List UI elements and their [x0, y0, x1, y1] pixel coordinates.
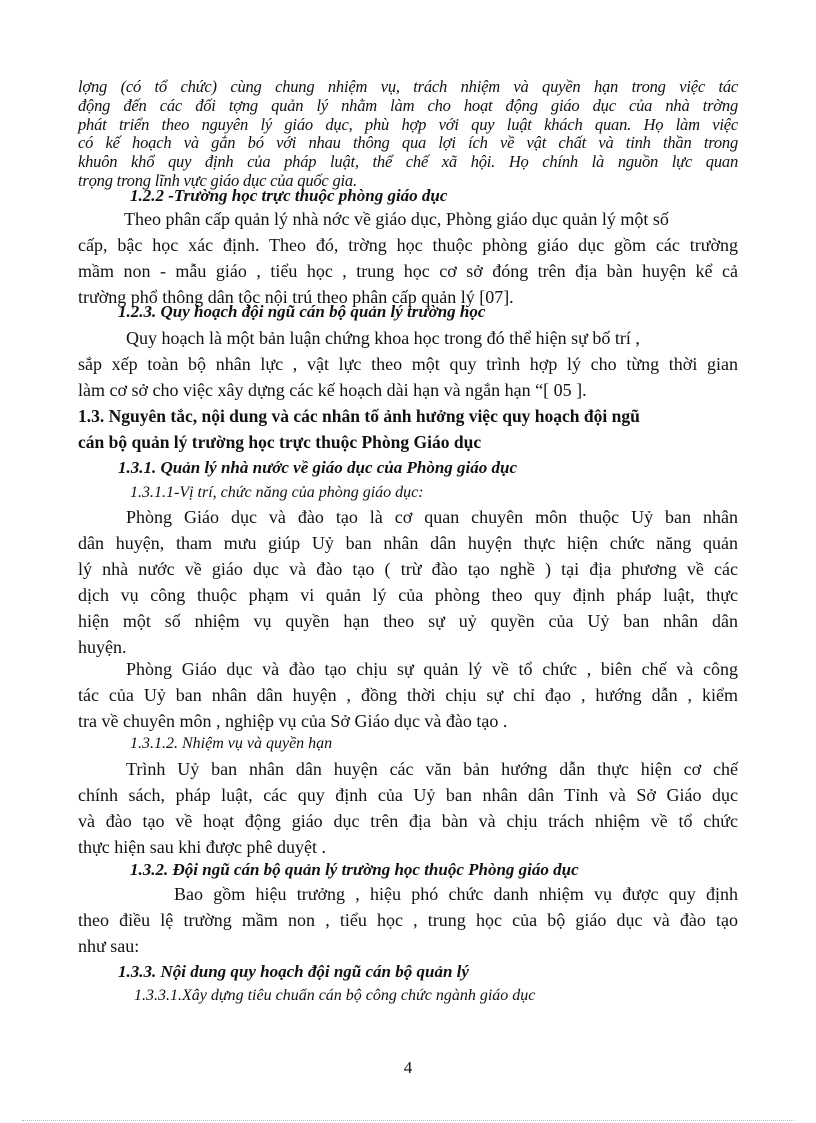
heading-1-3-1-2: 1.3.1.2. Nhiệm vụ và quyền hạn	[130, 735, 333, 752]
section-number: 1.3.	[78, 406, 105, 426]
paragraph-1-3-2	[78, 881, 738, 959]
text-line: Phòng Giáo dục và đào tạo chịu sự quản lý về tổ chức , biên chế và công	[126, 659, 738, 679]
page-number: 4	[403, 1058, 413, 1077]
paragraph-1-3-1-2	[78, 756, 738, 860]
paragraph-1-3-1-1-b	[78, 656, 738, 734]
paragraph-1-2-3	[78, 325, 738, 403]
text-line: thực hiện sau khi được phê duyệt .	[78, 837, 326, 857]
paragraph-1-2-2	[78, 206, 738, 310]
intro-line: động đến các đối tợng quản lý nhằm làm cho hoạt động giáo dục của nhà trờng	[78, 95, 738, 115]
text-line: dịch vụ công thuộc phạm vi quản lý của phòng theo quy định pháp luật, thực	[78, 585, 738, 605]
intro-line: có kế hoạch và gắn bó với nhau thông qua lợi ích về vật chất và tinh thần trong	[78, 133, 738, 153]
text-line: Phòng Giáo dục và đào tạo là cơ quan chuyên môn thuộc Uỷ ban nhân	[126, 507, 738, 527]
text-line: huyện.	[78, 637, 127, 657]
text-line: lý nhà nước về giáo dục và đào tạo ( trừ đào tạo nghề ) tại địa phương về các	[78, 559, 738, 579]
text-line: sắp xếp toàn bộ nhân lực , vật lực theo một quy trình hợp lý cho từng thời gian	[78, 354, 738, 374]
text-line: dân huyện, tham mưu giúp Uỷ ban nhân dân huyện thực hiện chức năng quản	[78, 533, 738, 553]
intro-paragraph	[78, 78, 738, 191]
heading-line	[78, 403, 738, 429]
intro-line: trọng trong lĩnh vực giáo dục của quốc gia.	[78, 170, 357, 190]
heading-line: cán bộ quản lý trường học trực thuộc Phòng Giáo dục	[78, 432, 482, 452]
text-line: Theo phân cấp quản lý nhà nớc về giáo dục, Phòng giáo dục quản lý một số	[124, 209, 669, 229]
text-line: hiện một số nhiệm vụ quyền hạn theo sự uỷ quyền của Uỷ ban nhân dân	[78, 611, 738, 631]
intro-line: phát triển theo nguyên lý giáo dục, phù hợp với quy luật khách quan. Họ làm việc	[78, 114, 738, 134]
text-line: cấp, bậc học xác định. Theo đó, trờng học thuộc phòng giáo dục gồm các trường	[78, 235, 738, 255]
text-line: và đào tạo về hoạt động giáo dục trên địa bàn và chịu trách nhiệm về tổ chức	[78, 811, 738, 831]
text-line: Quy hoạch là một bản luận chứng khoa học trong đó thể hiện sự bố trí ,	[126, 328, 640, 348]
heading-text: Nguyên tắc, nội dung và các nhân tố ảnh hưởng việc quy hoạch đội ngũ	[108, 406, 640, 426]
text-line: làm cơ sở cho việc xây dựng các kế hoạch dài hạn và ngắn hạn “[ 05 ].	[78, 380, 587, 400]
heading-1-2-3: 1.2.3. Quy hoạch đội ngũ cán bộ quản lý trường học	[118, 302, 486, 321]
text-line: tra về chuyên môn , nghiệp vụ của Sở Giáo dục và đào tạo .	[78, 711, 508, 731]
heading-1-3-1: 1.3.1. Quản lý nhà nước về giáo dục của Phòng giáo dục	[118, 458, 518, 477]
heading-1-3	[78, 403, 738, 455]
heading-1-3-3-1: 1.3.3.1.Xây dựng tiêu chuẩn cán bộ công chức ngành giáo dục	[134, 987, 536, 1004]
heading-1-3-2: 1.3.2. Đội ngũ cán bộ quản lý trường học thuộc Phòng giáo dục	[130, 860, 579, 879]
text-line: Trình Uỷ ban nhân dân huyện các văn bản hướng dẫn thực hiện cơ chế	[126, 759, 738, 779]
text-line: theo điều lệ trường mầm non , tiểu học , trung học của bộ giáo dục và đào tạo	[78, 910, 738, 930]
page-bottom-divider	[22, 1120, 794, 1121]
heading-1-3-3: 1.3.3. Nội dung quy hoạch đội ngũ cán bộ quản lý	[118, 962, 469, 981]
text-line: như sau:	[78, 936, 140, 956]
text-line: chính sách, pháp luật, các quy định của Uỷ ban nhân dân Tỉnh và Sở Giáo dục	[78, 785, 738, 805]
text-line: trường phổ thông dân tộc nội trú theo phân cấp quản lý [07].	[78, 287, 514, 307]
heading-1-2-2: 1.2.2 -Trường học trực thuộc phòng giáo dục	[130, 186, 448, 205]
text-line: mầm non - mẫu giáo , tiểu học , trung học cơ sở đóng trên địa bàn huyện kể cả	[78, 261, 738, 281]
text-line: Bao gồm hiệu trưởng , hiệu phó chức danh nhiệm vụ được quy định	[174, 884, 738, 904]
intro-line: khuôn khổ quy định của pháp luật, thể chế xã hội. Họ chính là nguồn lực quan	[78, 152, 738, 172]
intro-line: lợng (có tổ chức) cùng chung nhiệm vụ, trách nhiệm và quyền hạn trong việc tác	[78, 77, 738, 96]
text-line: tác của Uỷ ban nhân dân huyện , đồng thời chịu sự chỉ đạo , hướng dẫn , kiểm	[78, 685, 738, 705]
heading-1-3-1-1: 1.3.1.1-Vị trí, chức năng của phòng giáo dục:	[130, 484, 424, 501]
paragraph-1-3-1-1-a	[78, 504, 738, 660]
